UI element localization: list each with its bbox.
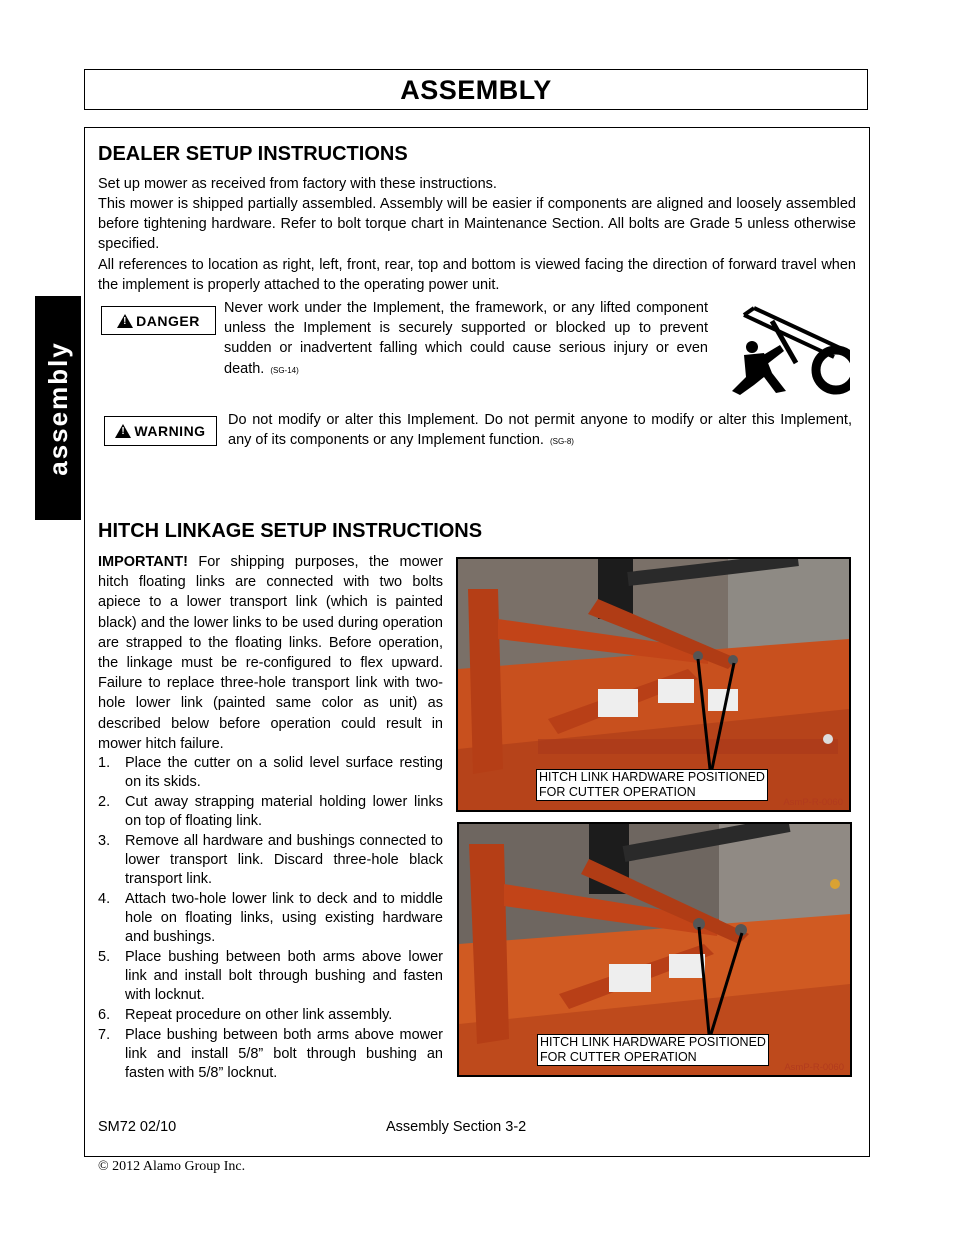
danger-text: Never work under the Implement, the framework, or any lifted component unless the Implement is securely supported or blocked up to prevent sudden or inadvertent falling which could cause serious injury or even death. <box>224 300 708 377</box>
crush-hazard-icon <box>724 305 850 397</box>
step-number: 4. <box>98 891 111 907</box>
step-text: Place bushing between both arms above mower link and install 5/8” bolt through bushing an fasten with 5/8” locknut. <box>125 1027 443 1081</box>
photo-1-caption <box>536 769 768 801</box>
footer-copyright: © 2012 Alamo Group Inc. <box>98 1159 246 1174</box>
photo-2-id: AsmP-R-0060 <box>784 1062 844 1073</box>
page-title-box <box>84 69 868 110</box>
side-section-tab <box>35 296 81 520</box>
caption-line-1: HITCH LINK HARDWARE POSITIONED <box>539 770 765 784</box>
step-number: 3. <box>98 833 111 849</box>
step-number: 5. <box>98 949 111 965</box>
list-item <box>98 1006 443 1025</box>
step-number: 2. <box>98 794 111 810</box>
side-tab-label: assembly <box>42 340 73 476</box>
dealer-heading: DEALER SETUP INSTRUCTIONS <box>98 143 408 165</box>
hitch-photo-1 <box>456 557 851 812</box>
dealer-para-3: All references to location as right, left, front, rear, top and bottom is viewed facing the direction of forward travel when the implement is properly attached to the operating power unit. <box>98 257 856 294</box>
warning-triangle-icon <box>117 314 133 328</box>
danger-code: (SG-14) <box>270 365 299 375</box>
footer-model: SM72 02/10 <box>98 1119 177 1135</box>
step-text: Place bushing between both arms above lower link and install bolt through bushing and fasten with locknut. <box>125 949 443 1003</box>
caption-line-1: HITCH LINK HARDWARE POSITIONED <box>540 1035 766 1049</box>
list-item <box>98 1026 443 1083</box>
important-label: IMPORTANT! <box>98 554 188 570</box>
step-number: 7. <box>98 1027 111 1043</box>
danger-label: DANGER <box>136 312 200 329</box>
dealer-para-2: This mower is shipped partially assembled. Assembly will be easier if components are aligned and loosely assembled before tightening hardware. Refer to bolt torque chart in Maintenance Section. All bolts are Grade 5 unless otherwise specified. <box>98 196 856 253</box>
caption-line-2: FOR CUTTER OPERATION <box>539 785 696 799</box>
important-text: For shipping purposes, the mower hitch floating links are connected with two bolts apiece to a lower transport link (which is painted black) and the lower links to be used during operation are strapped to the floating links. Before operation, the linkage must be re-configured to flex upward. Failure to replace three-hole transport link with two-hole lower link (painted same color as unit) as described below before operation could result in mower hitch failure. <box>98 554 443 752</box>
step-number: 1. <box>98 755 111 771</box>
warning-text-block <box>228 410 852 452</box>
list-item <box>98 832 443 889</box>
hitch-steps-list <box>98 754 443 1084</box>
photo-1-id: AsmP-R-0060 <box>783 797 843 808</box>
step-text: Cut away strapping material holding lower links on top of floating link. <box>125 794 443 829</box>
step-text: Place the cutter on a solid level surface resting on its skids. <box>125 755 443 790</box>
danger-text-block <box>224 298 708 381</box>
step-text: Attach two-hole lower link to deck and to middle hole on floating links, using existing hardware and bushings. <box>125 891 443 945</box>
warning-label: WARNING <box>134 423 206 439</box>
danger-label-box <box>101 306 216 335</box>
photo-2-caption <box>537 1034 769 1066</box>
warning-code: (SG-8) <box>549 437 574 447</box>
list-item <box>98 793 443 831</box>
list-item <box>98 890 443 947</box>
hitch-photo-2 <box>457 822 852 1077</box>
footer-section: Assembly Section 3-2 <box>386 1119 527 1135</box>
warning-text: Do not modify or alter this Implement. Do not permit anyone to modify or alter this Implement, any of its components or any Implement function. <box>228 412 852 449</box>
dealer-para-1: Set up mower as received from factory with these instructions. <box>98 176 497 192</box>
page-title: ASSEMBLY <box>400 75 552 105</box>
list-item <box>98 948 443 1005</box>
hitch-heading: HITCH LINKAGE SETUP INSTRUCTIONS <box>98 520 483 542</box>
list-item <box>98 754 443 792</box>
step-text: Repeat procedure on other link assembly. <box>125 1007 393 1023</box>
step-number: 6. <box>98 1007 111 1023</box>
warning-triangle-icon <box>115 424 131 438</box>
hitch-important-block <box>98 552 443 754</box>
warning-label-box <box>104 416 217 446</box>
caption-line-2: FOR CUTTER OPERATION <box>540 1050 697 1064</box>
step-text: Remove all hardware and bushings connected to lower transport link. Discard three-hole black transport link. <box>125 833 443 887</box>
